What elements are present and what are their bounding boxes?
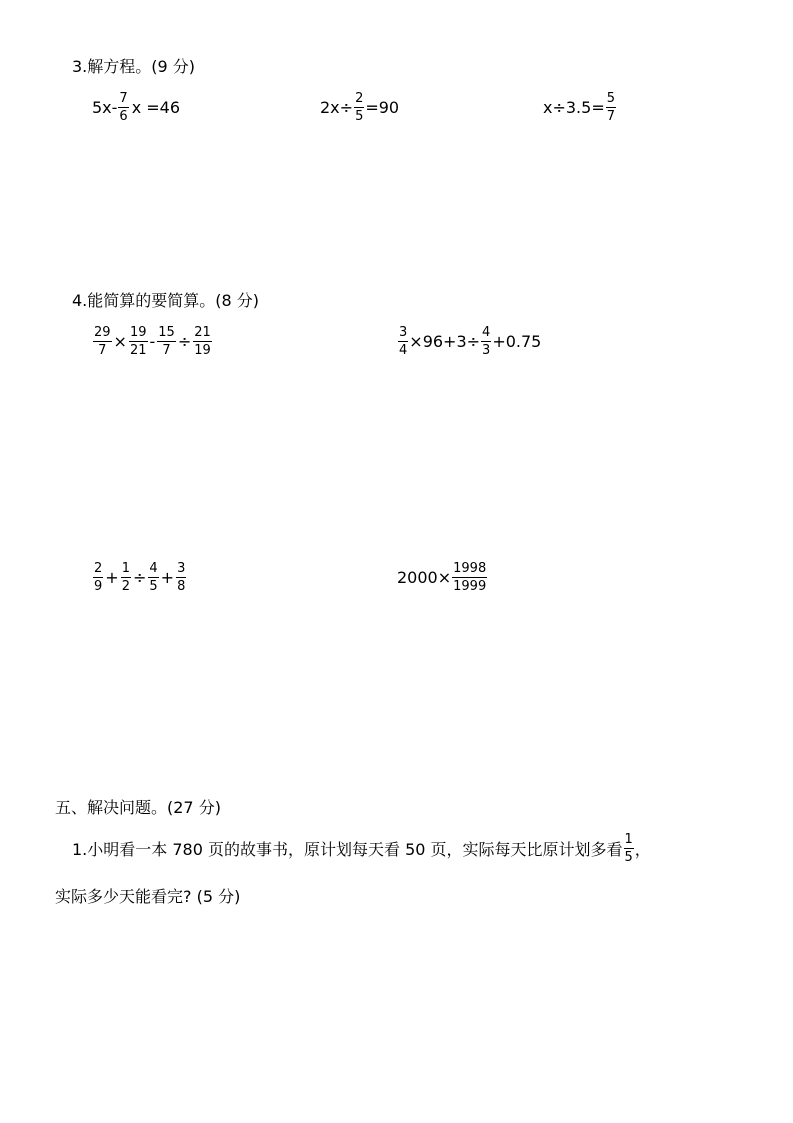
equation-1-right: x =46 <box>131 98 181 117</box>
denominator: 21 <box>129 343 147 358</box>
problem-4 <box>397 562 488 593</box>
fraction <box>148 562 158 593</box>
denominator: 6 <box>119 109 128 124</box>
numerator: 4 <box>482 325 491 340</box>
denominator: 2 <box>121 579 130 594</box>
section4-heading: 4.能简算的要简算。(8 分) <box>72 291 260 310</box>
numerator: 29 <box>94 325 111 340</box>
fraction <box>93 562 103 593</box>
numerator: 3 <box>177 561 186 576</box>
equation-1-left: 5x- <box>92 98 118 117</box>
denominator: 7 <box>98 343 107 358</box>
denominator: 7 <box>606 109 616 124</box>
denominator: 4 <box>399 343 408 358</box>
fraction <box>606 92 616 123</box>
operator: ÷ <box>132 568 147 587</box>
equation-3-left: x÷3.5= <box>543 98 605 117</box>
fraction <box>93 326 112 357</box>
denominator: 5 <box>624 850 633 865</box>
numerator: 21 <box>194 325 211 340</box>
fraction <box>157 326 176 357</box>
denominator: 1999 <box>453 579 487 594</box>
numerator: 3 <box>399 325 408 340</box>
numerator: 4 <box>149 561 158 576</box>
fraction <box>452 562 487 593</box>
numerator: 2 <box>94 561 103 576</box>
denominator: 19 <box>194 343 211 358</box>
denominator: 7 <box>162 343 171 358</box>
fraction <box>193 326 212 357</box>
numerator: 7 <box>119 91 128 106</box>
problem-3 <box>92 562 187 593</box>
problem-2-middle: ×96+3÷ <box>409 332 481 351</box>
equation-2-left: 2x÷ <box>320 98 354 117</box>
numerator: 1998 <box>453 561 487 576</box>
numerator: 19 <box>129 325 147 340</box>
section3-heading: 3.解方程。(9 分) <box>72 57 196 76</box>
problem-1 <box>92 326 213 357</box>
numerator: 1 <box>121 561 130 576</box>
denominator: 5 <box>149 579 158 594</box>
equation-1 <box>92 92 180 123</box>
problem-2 <box>397 326 541 357</box>
question-1-comma: ， <box>634 840 651 859</box>
operator: + <box>160 568 175 587</box>
numerator: 2 <box>355 91 364 106</box>
question-1-line-1 <box>72 833 651 864</box>
fraction <box>118 92 128 123</box>
equation-3 <box>543 92 617 123</box>
denominator: 9 <box>94 579 103 594</box>
operator: - <box>149 332 156 351</box>
fraction <box>624 833 634 864</box>
problem-2-tail: +0.75 <box>492 332 542 351</box>
numerator: 1 <box>624 832 633 847</box>
equation-2 <box>320 92 399 123</box>
denominator: 5 <box>355 109 364 124</box>
equation-2-right: =90 <box>365 98 400 117</box>
denominator: 3 <box>482 343 491 358</box>
problem-4-left: 2000× <box>397 568 452 587</box>
fraction <box>481 326 491 357</box>
fraction <box>129 326 148 357</box>
denominator: 8 <box>177 579 186 594</box>
numerator: 5 <box>606 91 616 106</box>
operator: + <box>105 568 119 587</box>
question-1-line-2: 实际多少天能看完? (5 分) <box>55 887 241 906</box>
fraction <box>398 326 408 357</box>
question-1-text: 1.小明看一本 780 页的故事书，原计划每天看 50 页，实际每天比原计划多看 <box>72 840 623 859</box>
operator: ÷ <box>177 332 192 351</box>
fraction <box>176 562 186 593</box>
operator: × <box>113 332 127 351</box>
section5-heading: 五、解决问题。(27 分) <box>55 798 221 817</box>
fraction <box>354 92 364 123</box>
fraction <box>121 562 131 593</box>
numerator: 15 <box>158 325 175 340</box>
